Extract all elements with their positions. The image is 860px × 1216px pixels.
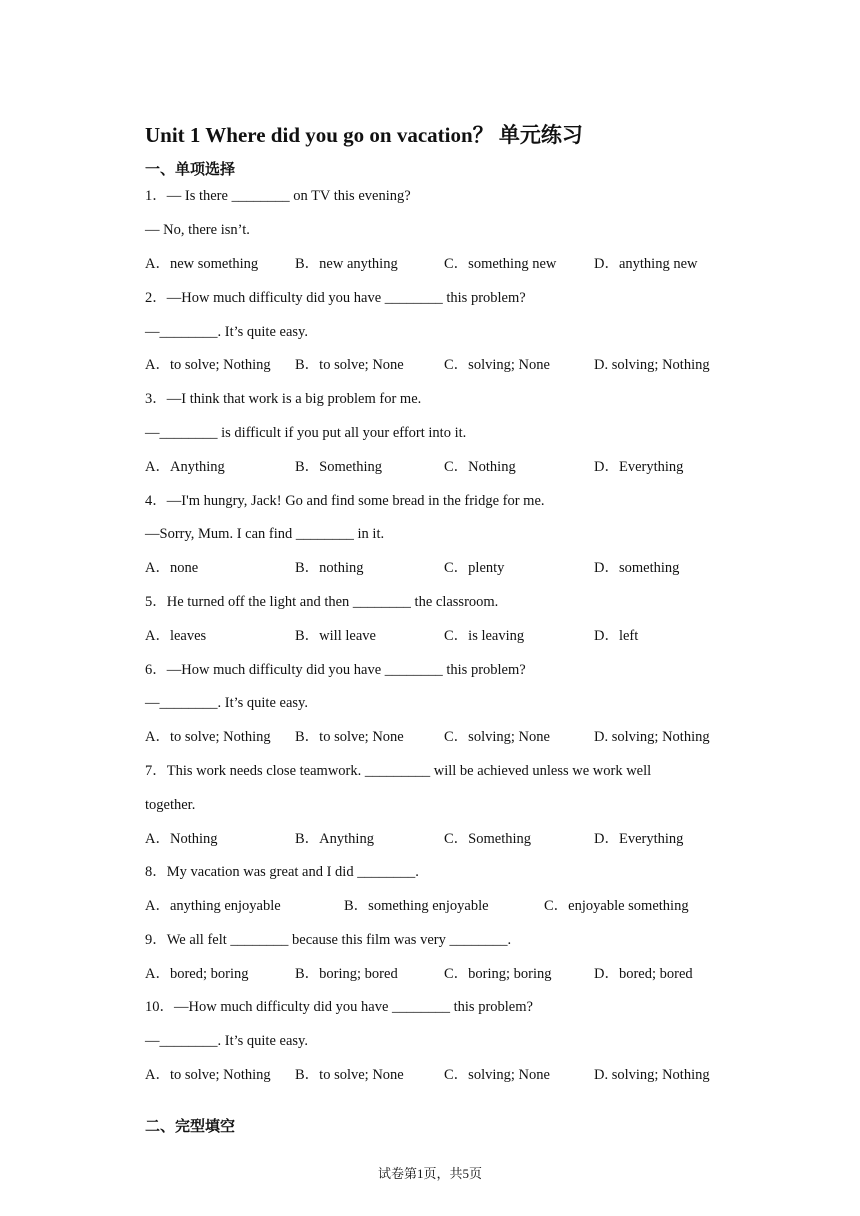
option-d[interactable]: D. solving; Nothing — [594, 1067, 710, 1083]
option-a[interactable]: A．to solve; Nothing — [145, 1067, 271, 1083]
option-d[interactable]: D．bored; bored — [594, 966, 693, 982]
option-a[interactable]: A．Anything — [145, 459, 225, 475]
option-b[interactable]: B．Anything — [295, 831, 374, 847]
section-heading-cloze: 二、完型填空 — [145, 1119, 236, 1135]
question-10-options — [145, 1066, 745, 1084]
option-a[interactable]: A．to solve; Nothing — [145, 729, 271, 745]
question-1-stem: 1．— Is there ________ on TV this evening? — [145, 188, 411, 204]
page-title: Unit 1 Where did you go on vacation？ 单元练习 — [145, 123, 583, 147]
option-d[interactable]: D. solving; Nothing — [594, 357, 710, 373]
question-6-stem: 6．—How much difficulty did you have ________ this problem? — [145, 662, 526, 678]
question-10-reply: —________. It’s quite easy. — [145, 1033, 308, 1049]
option-b[interactable]: B．new anything — [295, 256, 398, 272]
option-b[interactable]: B．something enjoyable — [344, 898, 489, 914]
question-2-reply: —________. It’s quite easy. — [145, 324, 308, 340]
option-a[interactable]: A．anything enjoyable — [145, 898, 281, 914]
option-c[interactable]: C．Nothing — [444, 459, 516, 475]
option-a[interactable]: A．new something — [145, 256, 259, 272]
question-9-options — [145, 965, 745, 983]
question-4-options — [145, 559, 745, 577]
option-a[interactable]: A．to solve; Nothing — [145, 357, 271, 373]
option-a[interactable]: A．none — [145, 560, 199, 576]
option-b[interactable]: B．will leave — [295, 628, 376, 644]
question-3-reply: —________ is difficult if you put all your effort into it. — [145, 425, 467, 441]
option-a[interactable]: A．leaves — [145, 628, 207, 644]
question-1-reply: — No, there isn’t. — [145, 222, 250, 238]
question-4-stem: 4．—I'm hungry, Jack! Go and find some bread in the fridge for me. — [145, 493, 545, 509]
option-d[interactable]: D．Everything — [594, 831, 684, 847]
option-c[interactable]: C．solving; None — [444, 1067, 550, 1083]
question-4-reply: —Sorry, Mum. I can find ________ in it. — [145, 526, 385, 542]
option-c[interactable]: C．Something — [444, 831, 532, 847]
question-3-options — [145, 458, 745, 476]
option-b[interactable]: B．boring; bored — [295, 966, 398, 982]
question-2-stem: 2．—How much difficulty did you have ________ this problem? — [145, 290, 526, 306]
option-b[interactable]: B．Something — [295, 459, 383, 475]
question-5-stem: 5．He turned off the light and then ________ the classroom. — [145, 594, 499, 610]
option-d[interactable]: D. solving; Nothing — [594, 729, 710, 745]
question-7-stem-continued: together. — [145, 797, 196, 813]
section-heading-single-choice: 一、单项选择 — [145, 162, 236, 178]
question-6-options — [145, 728, 745, 746]
option-c[interactable]: C．solving; None — [444, 729, 550, 745]
option-b[interactable]: B．to solve; None — [295, 729, 404, 745]
option-d[interactable]: D．something — [594, 560, 680, 576]
option-d[interactable]: D．anything new — [594, 256, 698, 272]
question-5-options — [145, 627, 745, 645]
question-3-stem: 3．—I think that work is a big problem for me. — [145, 391, 422, 407]
option-b[interactable]: B．nothing — [295, 560, 364, 576]
question-8-options — [145, 897, 745, 915]
option-c[interactable]: C．plenty — [444, 560, 505, 576]
question-8-stem: 8．My vacation was great and I did ________. — [145, 864, 419, 880]
page-footer: 试卷第1页，共5页 — [377, 1166, 482, 1181]
question-7-stem: 7．This work needs close teamwork. _________ will be achieved unless we work well — [145, 763, 652, 779]
option-a[interactable]: A．bored; boring — [145, 966, 249, 982]
question-10-stem: 10．—How much difficulty did you have ________ this problem? — [145, 999, 533, 1015]
option-b[interactable]: B．to solve; None — [295, 1067, 404, 1083]
question-9-stem: 9．We all felt ________ because this film was very ________. — [145, 932, 512, 948]
option-d[interactable]: D．Everything — [594, 459, 684, 475]
option-d[interactable]: D．left — [594, 628, 639, 644]
option-c[interactable]: C．enjoyable something — [544, 898, 689, 914]
option-c[interactable]: C．something new — [444, 256, 557, 272]
question-7-options — [145, 830, 745, 848]
option-c[interactable]: C．boring; boring — [444, 966, 552, 982]
question-1-options — [145, 255, 745, 273]
option-c[interactable]: C．is leaving — [444, 628, 525, 644]
option-a[interactable]: A．Nothing — [145, 831, 218, 847]
option-b[interactable]: B．to solve; None — [295, 357, 404, 373]
question-2-options — [145, 356, 745, 374]
option-c[interactable]: C．solving; None — [444, 357, 550, 373]
question-6-reply: —________. It’s quite easy. — [145, 695, 308, 711]
